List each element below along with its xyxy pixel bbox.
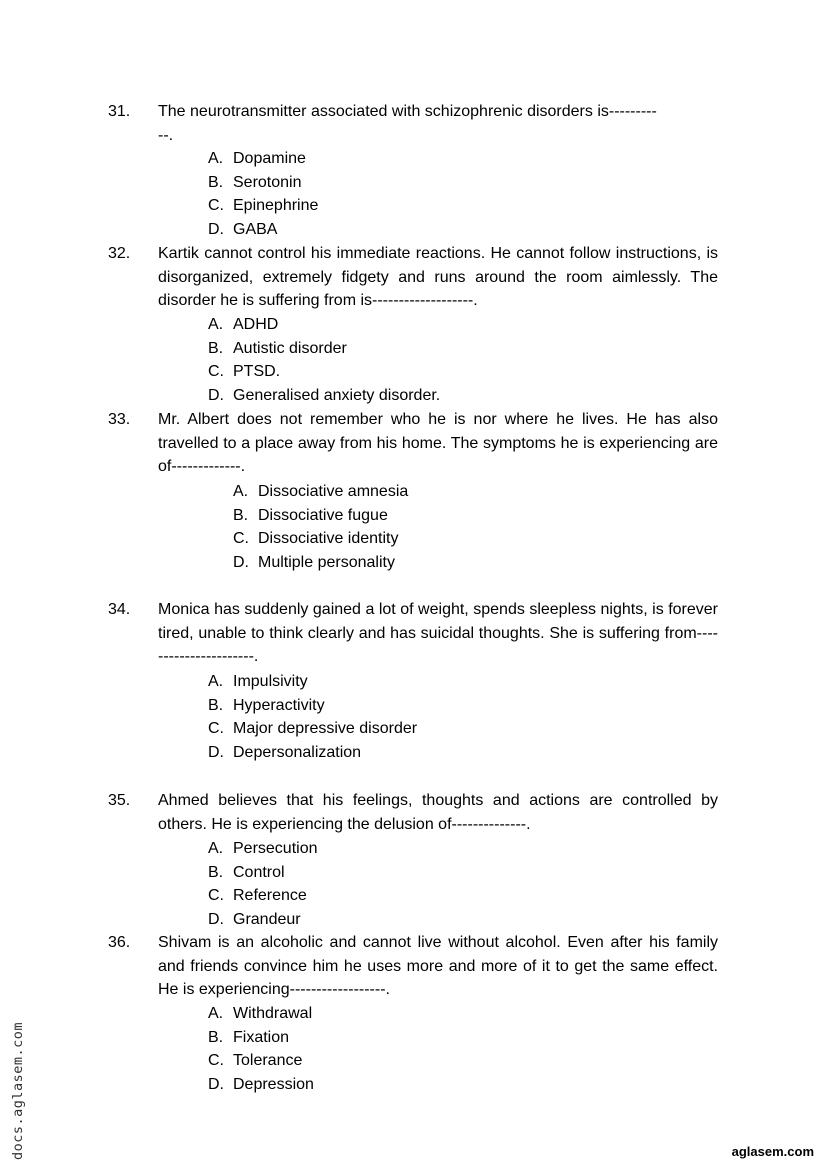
footer-brand: aglasem.com bbox=[731, 1144, 814, 1159]
question-text: Kartik cannot control his immediate reactions. He cannot follow instructions, is disorganized, extremely fidgety and runs around the room aimlessly. The disorder he is suffering from is-------------------. bbox=[158, 245, 718, 309]
question-number: 36. bbox=[108, 934, 131, 951]
question-number: 35. bbox=[108, 792, 131, 809]
question-number: 33. bbox=[108, 411, 131, 428]
exam-page: 31. The neurotransmitter associated with schizophrenic disorders is-----------. A. Dopamine B. Serotonin C. Epinephrine D. GABA 32. Kartik cannot control his immediate reactions. He cannot follow instructions, is disorganized, extremely fidgety and runs around the room aimlessly. The disorder he is suffering from is-------------------. A. ADHD B. Autistic disorder C. PTSD. D. Generalised anxiety disorder. 33. Mr. Albert does not remember who he is nor where he lives. He has also travelled to a place away from his home. The symptoms he is experiencing are of-------------. A. Dissociative amnesia B. Dissociative fugue C. Dissociative identity D. Multiple personality 34. Monica has suddenly gained a lot of weight, spends sleepless nights, is forever tired, unable to think clearly and has suicidal thoughts. She is suffering from----------------------. A. Impulsivity B. Hyperactivity C. Major depressive disorder D. Depersonalization 35. Ahmed believes that his feelings, thoughts and actions are controlled by others. He is experiencing the delusion of--------------. A. Persecution B. Control C. Reference D. Grandeur 36. Shivam is an alcoholic and cannot live without alcohol. Even after his family and friends convince him he uses more and more of it to get the same effect. He is experiencing------------------. A. Withdrawal B. Fixation C. Tolerance D. Depression docs.aglasem.com aglasem.com bbox=[0, 0, 826, 1169]
question-number: 34. bbox=[108, 601, 131, 618]
question-number: 31. bbox=[108, 103, 131, 120]
question-text: Mr. Albert does not remember who he is nor where he lives. He has also travelled to a place away from his home. The symptoms he is experiencing are of-------------. bbox=[158, 411, 718, 475]
question-number: 32. bbox=[108, 245, 131, 262]
question-text: The neurotransmitter associated with schizophrenic disorders is-----------. bbox=[158, 103, 657, 144]
question-text: Shivam is an alcoholic and cannot live without alcohol. Even after his family and friends convince him he uses more and more of it to get the same effect. He is experiencing------------------. bbox=[158, 934, 718, 998]
question-text: Monica has suddenly gained a lot of weight, spends sleepless nights, is forever tired, unable to think clearly and has suicidal thoughts. She is suffering from----------------------. bbox=[158, 601, 718, 665]
side-watermark: docs.aglasem.com bbox=[10, 1021, 26, 1160]
question-text: Ahmed believes that his feelings, thoughts and actions are controlled by others. He is experiencing the delusion of--------------. bbox=[158, 792, 718, 833]
